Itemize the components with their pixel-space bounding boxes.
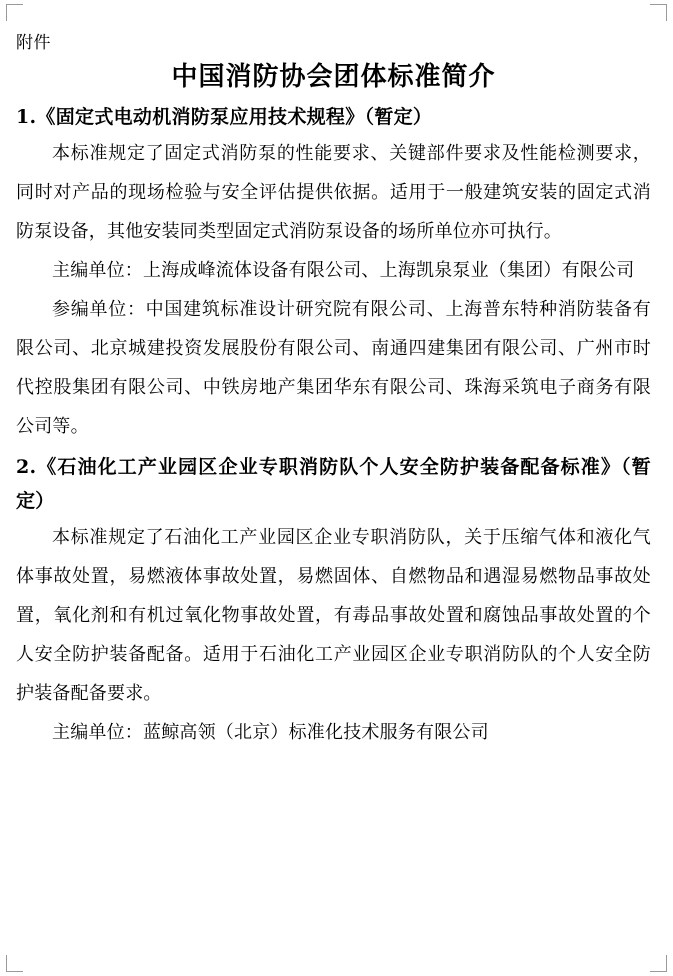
section-2-paragraph-1: 本标准规定了石油化工产业园区企业专职消防队，关于压缩气体和液化气体事故处置，易燃液体事故处置，易燃固体、自燃物品和遇湿易燃物品事故处置，氧化剂和有机过氧化物事故处置，有毒品事故处置和腐蚀品事故处置的个人安全防护装备配备。适用于石油化工产业园区企业专职消防队的个人安全防护装备配备要求。	[16, 527, 651, 704]
section-1-chief-editor-unit: 主编单位：上海成峰流体设备有限公司、上海凯泉泵业（集团）有限公司	[52, 260, 635, 281]
section-1-participating-units: 参编单位：中国建筑标准设计研究院有限公司、上海普东特种消防装备有限公司、北京城建投资发展股份有限公司、南通四建集团有限公司、广州市时代控股集团有限公司、中铁房地产集团华东有限公司、珠海采筑电子商务有限公司等。	[16, 299, 651, 437]
section-1-paragraph-1: 本标准规定了固定式消防泵的性能要求、关键部件要求及性能检测要求，同时对产品的现场检验与安全评估提供依据。适用于一般建筑安装的固定式消防泵设备，其他安装同类型固定式消防泵设备的场所单位亦可执行。	[16, 143, 651, 242]
attachment-label: 附件	[16, 33, 51, 53]
section-heading-1: 1.《固定式电动机消防泵应用技术规程》（暂定）	[16, 106, 433, 128]
section-heading-2: 2.《石油化工产业园区企业专职消防队个人安全防护装备配备标准》（暂定）	[16, 456, 651, 512]
section-2-chief-editor-unit: 主编单位：蓝鲸高领（北京）标准化技术服务有限公司	[52, 722, 489, 743]
page-title: 中国消防协会团体标准简介	[171, 62, 496, 92]
